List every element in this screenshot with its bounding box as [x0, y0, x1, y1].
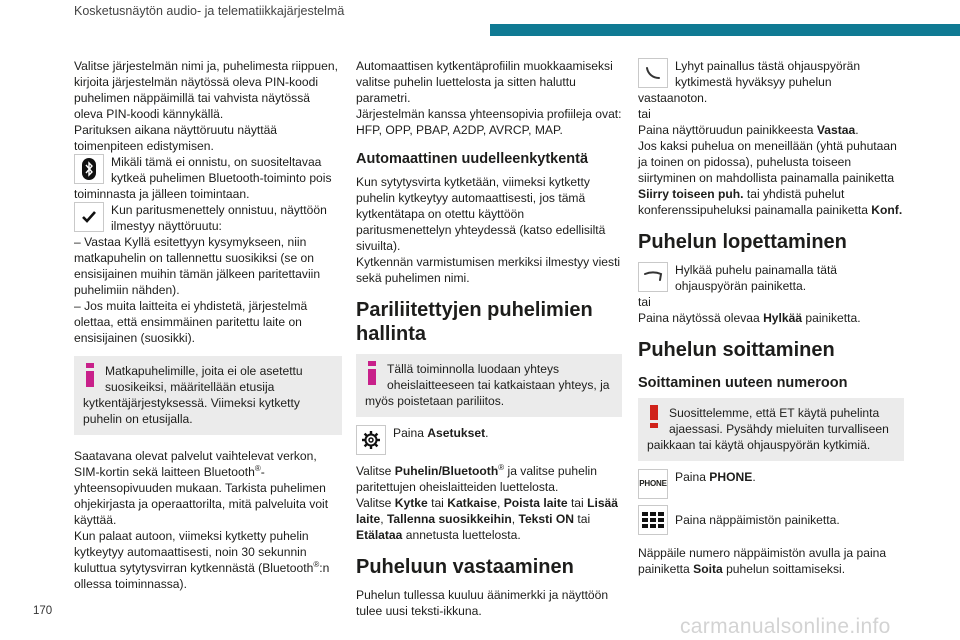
- column-3: [638, 58, 904, 577]
- page-number: 170: [33, 605, 53, 617]
- paragraph: Kun paritusmenettely onnistuu, näyttöön ilmestyy näyttöruutu:: [111, 203, 327, 233]
- note-text: Suosittelemme, että ET käytä puhelinta ajaessasi. Pysähdy mieluiten turvalliseen paikkaan tai käytä ohjauspyörän kytkimiä.: [647, 406, 889, 452]
- list-item: – Vastaa Kyllä esitettyyn kysymykseen, niin matkapuhelin on tallennettu suosikiksi (se on ensisijainen muihin tämän jälkeen paritettaviin puhelimiin nähden).: [74, 235, 321, 297]
- section-heading: Soittaminen uuteen numeroon: [638, 375, 848, 391]
- paragraph: Kun sytytysvirta kytketään, viimeksi kytketty puhelin kytkeytyy automaattisesti, jos tämä kytkentätapa on otettu käyttöön paritusmenettelyn yhteydessä (katso edellisiltä sivuilta).: [356, 175, 606, 253]
- paragraph: Mikäli tämä ei onnistu, on suositeltavaa kytkeä puhelimen Bluetooth-toiminto pois toiminnasta ja jälleen toimintaan.: [74, 155, 332, 201]
- paragraph: Valitse Puhelin/Bluetooth® ja valitse puhelin paritettujen oheislaitteiden luettelosta.: [356, 462, 597, 494]
- warning-note: [638, 398, 904, 461]
- settings-block: [356, 425, 622, 457]
- paragraph: Näppäile numero näppäimistön avulla ja paina painiketta Soita puhelun soittamiseksi.: [638, 546, 887, 576]
- info-icon: [365, 361, 379, 387]
- answer-block: [638, 58, 904, 106]
- note-text: Matkapuhelimille, joita ei ole asetettu suosikeiksi, määritellään etusija kytkentäjärjestyksessä. Viimeksi kytketty puhelin on etusijalla.: [83, 364, 303, 426]
- paragraph: Puhelun tullessa kuuluu äänimerkki ja näyttöön tulee uusi teksti-ikkuna.: [356, 588, 609, 618]
- paragraph: Parituksen aikana näyttöruutu näyttää toimenpiteen edistymisen.: [74, 123, 278, 153]
- section-heading: Puhelun soittaminen: [638, 339, 835, 361]
- paragraph: Järjestelmän kanssa yhteensopivia profiileja ovat: HFP, OPP, PBAP, A2DP, AVRCP, MAP.: [356, 107, 622, 137]
- phone-hangup-icon: [638, 262, 668, 292]
- column-2: [356, 58, 622, 619]
- note-text: Tällä toiminnolla luodaan yhteys oheislaitteeseen tai katkaistaan yhteys, ja myös poistetaan pariliitos.: [365, 362, 610, 408]
- info-note: [356, 354, 622, 417]
- running-header: Kosketusnäytön audio- ja telematiikkajärjestelmä: [74, 4, 345, 18]
- reject-block: [638, 262, 904, 294]
- paragraph: Saatavana olevat palvelut vaihtelevat verkon, SIM-kortin sekä laitteen Bluetooth®-yhteensopivuuden mukaan. Tarkista puhelimen ohjekirjasta ja operaattorilta, mitä palveluita voit käyttää.: [74, 449, 329, 527]
- paragraph: Automaattisen kytkentäprofiilin muokkaamiseksi valitse puhelin luettelosta ja sitten haluttu parametri.: [356, 59, 613, 105]
- paragraph: Paina näyttöruudun painikkeesta Vastaa.: [638, 123, 859, 137]
- warning-icon: [647, 405, 661, 431]
- section-heading: Puheluun vastaaminen: [356, 556, 574, 578]
- watermark: carmanualsonline.info: [680, 615, 891, 638]
- paragraph: Paina PHONE.: [675, 470, 756, 484]
- header-accent-bar: [490, 24, 960, 36]
- paragraph: Jos kaksi puhelua on meneillään (yhtä puhutaan ja toinen on pidossa), puhelusta toiseen siirtyminen on mahdollista painamalla painiketta Siirry toiseen puh. tai yhdistä puhelut konferenssipuheluksi painamalla painiketta Konf.: [638, 139, 903, 217]
- paragraph: Kun palaat autoon, viimeksi kytketty puhelin kytkeytyy automaattisesti, noin 30 sekunnin kuluttua sytytysvirran kytkennästä (Bluetooth®:n ollessa toiminnassa).: [74, 529, 330, 591]
- paragraph: tai: [638, 295, 651, 309]
- section-heading: Puhelun lopettaminen: [638, 231, 847, 253]
- paragraph: Paina näppäimistön painiketta.: [675, 513, 840, 527]
- paragraph: Paina näytössä olevaa Hylkää painiketta.: [638, 311, 861, 325]
- paragraph: Paina Asetukset.: [393, 426, 489, 440]
- paragraph: Lyhyt painallus tästä ohjauspyörän kytkimestä hyväksyy puhelun vastaanoton.: [638, 59, 861, 105]
- phone-button-icon: PHONE: [638, 469, 668, 499]
- info-icon: [83, 363, 97, 389]
- checkmark-icon: [74, 202, 104, 232]
- paragraph: Hylkää puhelu painamalla tätä ohjauspyörän painiketta.: [675, 263, 838, 293]
- section-heading: Pariliitettyjen puhelimien hallinta: [356, 299, 593, 345]
- bluetooth-block: [74, 154, 342, 202]
- keypad-block: [638, 505, 904, 537]
- phone-block: [638, 469, 904, 501]
- check-block: [74, 202, 342, 234]
- list-item: – Jos muita laitteita ei yhdistetä, järjestelmä olettaa, että ensimmäinen paritettu laite on ensisijainen (suosikki).: [74, 299, 308, 345]
- paragraph: Valitse Kytke tai Katkaise, Poista laite tai Lisää laite, Tallenna suosikkeihin, Teksti ON tai Etälataa annetusta luettelosta.: [356, 496, 619, 542]
- info-note: [74, 356, 342, 435]
- paragraph: tai: [638, 107, 651, 121]
- phone-answer-icon: [638, 58, 668, 88]
- gear-icon: [356, 425, 386, 455]
- column-1: [74, 58, 342, 592]
- bluetooth-icon: [74, 154, 104, 184]
- keypad-icon: [638, 505, 668, 535]
- paragraph: Kytkennän varmistumisen merkiksi ilmestyy viesti sekä puhelimen nimi.: [356, 255, 621, 285]
- paragraph: Valitse järjestelmän nimi ja, puhelimesta riippuen, kirjoita järjestelmän näytössä oleva PIN-koodi puhelimen näppäimillä tai vahvista näytössä oleva PIN-koodi kännykällä.: [74, 59, 338, 121]
- section-heading: Automaattinen uudelleenkytkentä: [356, 151, 589, 167]
